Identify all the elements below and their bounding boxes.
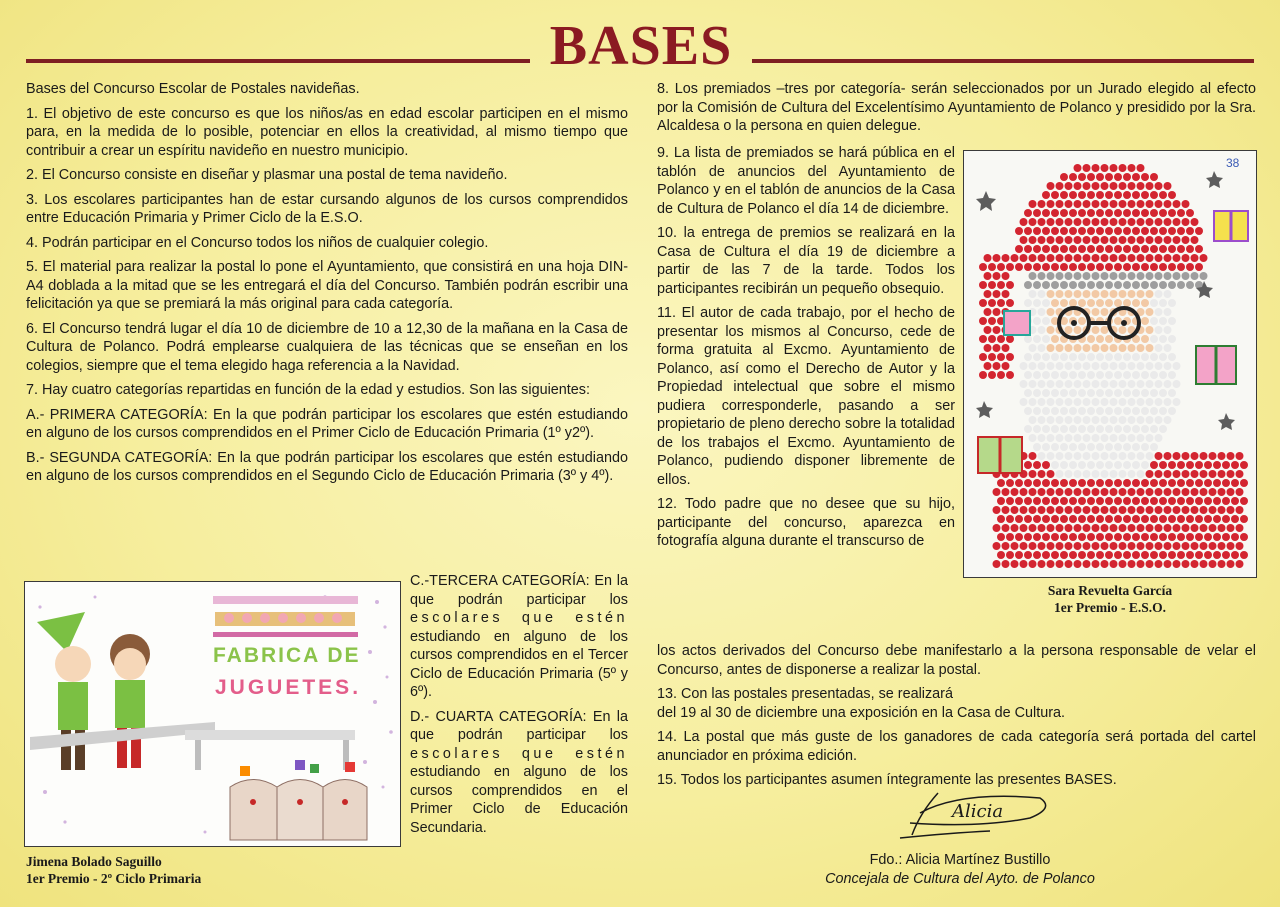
category-d-tail: estudiando en alguno de los cursos comprendidos en el Primer Ciclo de Educación Secundaria. [410, 764, 628, 836]
drawing-sign-line-1: FABRICA DE [213, 644, 361, 667]
rule-4: 4. Podrán participar en el Concurso todos los niños de cualquier colegio. [26, 234, 489, 251]
rule-3: 3. Los escolares participantes han de estar cursando algunos de los cursos comprendidos entre Educación Primaria y Primer Ciclo de la E.S.O. [26, 191, 628, 226]
category-a: A.- PRIMERA CATEGORÍA: En la que podrán participar los escolares que estén estudiando en alguno de los cursos comprendidos en el Primer Ciclo de Educación Primaria (1º y2º). [26, 406, 628, 441]
right-narrow-column [657, 144, 955, 551]
rule-12-start: 12. Todo padre que no desee que su hijo, participante del concurso, aparezca en fotografía alguna durante el transcurso de [657, 496, 955, 549]
signature-text: Alicia [952, 801, 1004, 822]
caption-1-prize: 1er Premio - 2º Ciclo Primaria [26, 871, 202, 886]
page-title: BASES [549, 15, 733, 77]
santa-illustration [964, 151, 1257, 578]
signature-scribble [860, 783, 1060, 843]
rule-9: 9. La lista de premiados se hará pública en el tablón de anuncios del Ayuntamiento de Polanco y en el tablón de anuncios de la Casa de Cultura de Polanco el día 14 de diciembre. [657, 145, 955, 217]
rule-7: 7. Hay cuatro categorías repartidas en función de la edad y estudios. Son las siguientes: [26, 382, 590, 398]
drawing-santa [963, 150, 1257, 578]
caption-drawing-1 [26, 853, 326, 887]
rule-10: 10. la entrega de premios se realizará en la Casa de Cultura el día 19 de diciembre a partir de las 7 de la tarde. Todos los participantes recibirán un pequeño obsequio. [657, 225, 955, 297]
rule-8: 8. Los premiados –tres por categoría- serán seleccionados por un Jurado elegido al efecto por la Comisión de Cultura del Excelentísimo Ayuntamiento de Polanco y presidido por la Sra. Alcaldesa o la persona en quien delegue. [657, 81, 1256, 134]
rule-12-end: los actos derivados del Concurso debe manifestarlo a la persona responsable de velar el Concurso, antes de disponerse a realizar la postal. [657, 643, 1256, 678]
toy-factory-illustration [25, 582, 401, 847]
rule-13-start: 13. Con las postales presentadas, se realizará [657, 686, 953, 702]
category-b: B.- SEGUNDA CATEGORÍA: En la que podrán participar los escolares que estén estudiando en alguno de los cursos comprendidos en el Segundo Ciclo de Educación Primaria (3º y 4º). [26, 449, 628, 484]
category-c [410, 572, 628, 702]
drawing-sign-line-2: JUGUETES. [215, 676, 362, 699]
right-bottom-column [657, 642, 1256, 796]
rule-2: 2. El Concurso consiste en diseñar y plasmar una postal de tema navideño. [26, 167, 508, 183]
title-rule-right [752, 59, 1254, 63]
category-c-lead: C.-TERCERA CATEGORÍA: En la que podrán participar los [410, 573, 628, 608]
rule-8-block [657, 80, 1256, 142]
categories-column [410, 572, 628, 843]
category-d-lead: D.- CUARTA CATEGORÍA: En la que podrán participar los [410, 708, 628, 743]
rule-14: 14. La postal que más guste de los ganadores de cada categoría será portada del cartel anunciador en próxima edición. [657, 729, 1256, 764]
signatory-name: Fdo.: Alicia Martínez Bustillo [869, 852, 1051, 868]
caption-drawing-2 [963, 582, 1257, 616]
category-d [410, 708, 628, 838]
rule-6: 6. El Concurso tendrá lugar el día 10 de diciembre de 10 a 12,30 de la mañana en la Casa de Cultura de Polanco. Podrá emplearse cualquiera de las técnicas que se enseñan en los colegios, siempre que el tema elegido haga referencia a la Navidad. [26, 320, 628, 374]
drawing-toy-factory [24, 581, 401, 847]
rule-13-end: del 19 al 30 de diciembre una exposición en la Casa de Cultura. [657, 704, 1065, 721]
intro-text: Bases del Concurso Escolar de Postales navideñas. [26, 81, 360, 97]
caption-1-author: Jimena Bolado Saguillo [26, 854, 162, 869]
drawing-number: 38 [1226, 156, 1240, 170]
caption-2-prize: 1er Premio - E.S.O. [1054, 600, 1166, 615]
rule-5: 5. El material para realizar la postal lo pone el Ayuntamiento, que consistirá en una hoja DIN-A4 doblada a la mitad que se les entregará el día del Concurso. También podrán escribir una felicitación ya que se premiará la más original para cada categoría. [26, 259, 628, 312]
category-c-tail: estudiando en alguno de los cursos comprendidos en el Tercer Ciclo de Educación Primaria (5º y 6º). [410, 628, 628, 700]
rule-13 [657, 685, 1256, 722]
category-c-spaced: escolares que estén [410, 610, 628, 626]
caption-2-author: Sara Revuelta García [1047, 583, 1173, 598]
rule-1: 1. El objetivo de este concurso es que los niños/as en edad escolar participen en el mismo para, en la medida de lo posible, potenciar en ellos la creatividad, al mismo tiempo que contribuir a crear un espíritu navideño en nuestro municipio. [26, 105, 628, 159]
rule-15: 15. Todos los participantes asumen íntegramente las presentes BASES. [657, 772, 1117, 788]
rule-11: 11. El autor de cada trabajo, por el hecho de presentar los mismos al Concurso, cede de forma gratuita al Excmo. Ayuntamiento de Polanco, así como el Derecho de Autor y la Propiedad intelectual que sobre el mismo pudiera corresponderle, pasando a ser propietario de pleno derecho sobre la totalidad de los trabajos el Excmo. Ayuntamiento de Polanco, pudiendo disponer libremente de ellos. [657, 305, 955, 488]
left-column [26, 80, 628, 492]
title-bar [0, 14, 1280, 77]
title-rule-left [26, 59, 530, 63]
signatory-role: Concejala de Cultura del Ayto. de Polanco [825, 871, 1095, 887]
category-d-spaced: escolares que estén [410, 745, 628, 762]
